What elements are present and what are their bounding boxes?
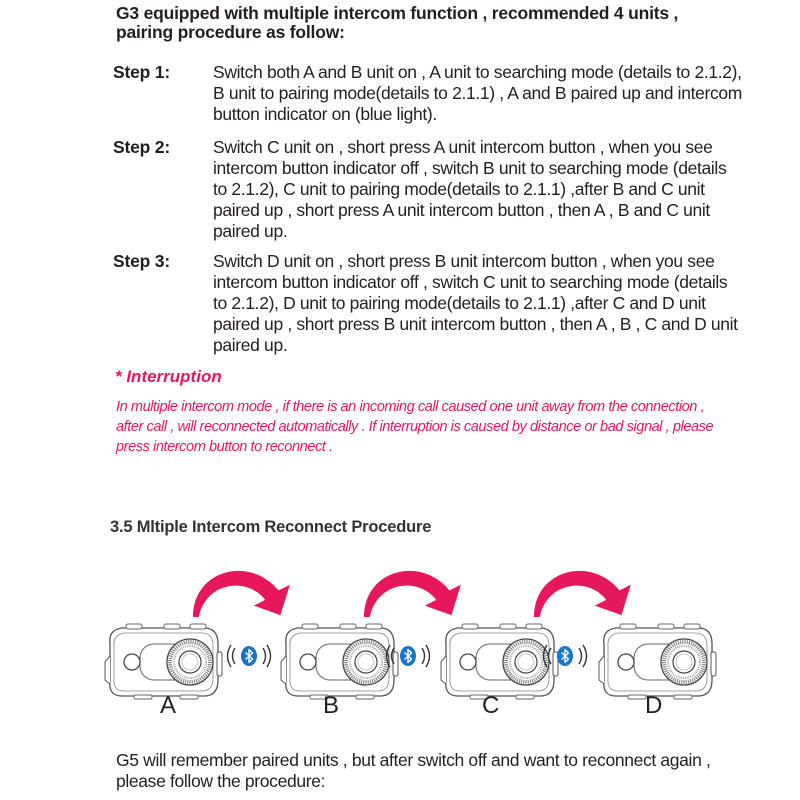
curved-arrow-icon: [193, 571, 290, 617]
step-text: Switch both A and B unit on , A unit to searching mode (details to 2.1.2), B unit to pairing mode(details to 2.1.1) , A and B paired up and intercom button indicator on (blue light).: [213, 62, 742, 124]
step-text: Switch C unit on , short press A unit intercom button , when you see intercom button indicator off , switch B unit to searching mode (details to 2.1.2), C unit to pairing mode(details to 2.1.1) ,after B and C unit paired up , short press A unit intercom button , then A , B and C unit paired up.: [213, 137, 727, 241]
device-unit-c: [441, 624, 558, 699]
section-title: 3.5 Mltiple Intercom Reconnect Procedure: [110, 518, 432, 536]
footer-text: G5 will remember paired units , but after switch off and want to reconnect again , please follow the procedure:: [116, 750, 711, 791]
unit-label-d: D: [645, 692, 663, 719]
unit-label-c: C: [482, 692, 500, 719]
intro-line-1: G3 equipped with multiple intercom function , recommended 4 units ,: [116, 3, 679, 23]
curved-arrow-icon: [534, 571, 631, 617]
step-3: [113, 251, 753, 356]
device-unit-a: [105, 624, 222, 699]
curved-arrow-icon: [364, 571, 461, 617]
step-label: Step 3:: [113, 251, 170, 271]
unit-label-b: B: [323, 692, 340, 719]
step-2: [113, 137, 753, 242]
bluetooth-signal-icon: [228, 645, 271, 667]
step-text: Switch D unit on , short press B unit intercom button , when you see intercom button indicator off , switch C unit to searching mode (details to 2.1.2), D unit to pairing mode(details to 2.1.1) ,after C and D unit paired up , short press B unit intercom button , then A , B , C and D unit paired up.: [213, 251, 738, 355]
reconnect-diagram: [0, 560, 800, 730]
step-label: Step 1:: [113, 62, 170, 82]
intro-heading: [116, 4, 726, 42]
device-unit-b: [281, 624, 398, 699]
device-unit-d: [599, 624, 716, 699]
step-label: Step 2:: [113, 137, 170, 157]
step-1: [113, 62, 753, 125]
interruption-text: In multiple intercom mode , if there is an incoming call caused one unit away from the connection , after call , will reconnected automatically . If interruption is caused by distance or bad signal , please press intercom button to reconnect .: [116, 399, 714, 455]
intro-line-2: pairing procedure as follow:: [116, 22, 345, 42]
interruption-title: * Interruption: [115, 367, 222, 386]
unit-label-a: A: [160, 692, 177, 719]
